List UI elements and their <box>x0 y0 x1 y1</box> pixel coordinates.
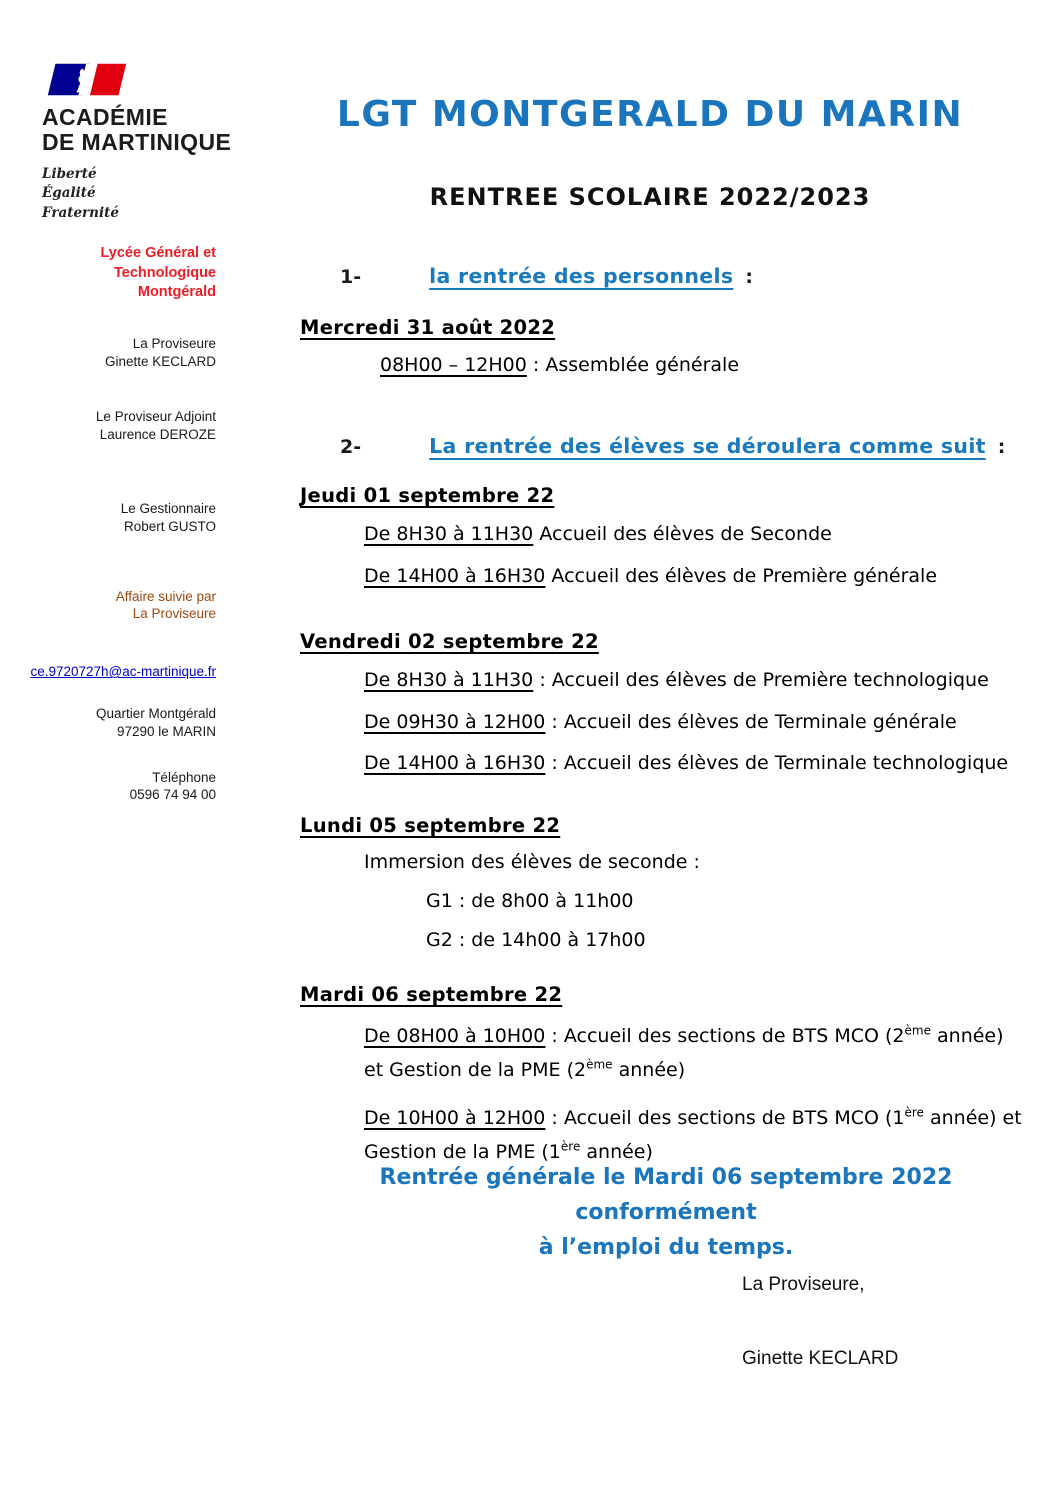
section-1-title: la rentrée des personnels <box>429 264 734 288</box>
separator: : <box>533 669 552 692</box>
section-2-number: 2- <box>340 436 362 458</box>
phone-label: Téléphone <box>152 769 216 785</box>
address-line2: 97290 le MARIN <box>116 723 216 739</box>
school-name-line1: Lycée Général et Technologique <box>100 245 216 281</box>
ordinal-suffix: ème <box>904 1023 931 1038</box>
schedule-item <box>364 709 1032 737</box>
affaire-line1: Affaire suivie par <box>115 588 216 604</box>
phone-number: 0596 74 94 00 <box>129 787 216 803</box>
schedule-item <box>364 521 1032 549</box>
date-heading-mercredi: Mercredi 31 août 2022 <box>300 316 556 339</box>
section-1-heading <box>300 264 1032 288</box>
contact-proviseure <box>16 335 216 371</box>
ordinal-suffix: ère <box>560 1140 581 1155</box>
motto-egalite: Égalité <box>42 185 96 202</box>
schedule-item <box>364 667 1032 695</box>
address-line1: Quartier Montgérald <box>95 706 216 721</box>
letter-body <box>300 256 1032 1170</box>
time-range: De 8H30 à 11H30 <box>364 523 534 545</box>
item-text: Accueil des élèves de Terminale générale <box>563 710 957 733</box>
date-heading-jeudi: Jeudi 01 septembre 22 <box>300 484 555 507</box>
immersion-intro: Immersion des élèves de seconde : <box>364 850 700 873</box>
item-text: Accueil des élèves de Première technologique <box>551 669 989 692</box>
item-text: Accueil des sections de BTS MCO (2 <box>563 1024 905 1047</box>
time-range: De 10H00 à 12H00 <box>364 1106 546 1129</box>
date-heading-mardi: Mardi 06 septembre 22 <box>300 982 563 1006</box>
document-subtitle: RENTREE SCOLAIRE 2022/2023 <box>429 183 871 211</box>
school-name <box>16 244 216 303</box>
signature-block <box>742 1274 898 1370</box>
item-text: année) et Gestion de la PME (1 <box>364 1106 1022 1164</box>
contact-gestionnaire <box>16 500 216 536</box>
signature-name: Ginette KECLARD <box>742 1348 899 1369</box>
item-text: Accueil des élèves de Terminale technologique <box>563 752 1009 775</box>
contact-role: Le Gestionnaire <box>120 500 216 516</box>
french-republic-flag-icon <box>44 60 130 100</box>
signature-role: La Proviseure, <box>742 1274 865 1295</box>
sidebar <box>16 244 216 804</box>
section-2-title: La rentrée des élèves se déroulera comme suit <box>429 434 986 458</box>
school-address <box>16 705 216 741</box>
item-text: année) <box>612 1059 686 1082</box>
section-1-colon: : <box>745 266 753 288</box>
time-range: De 14H00 à 16H30 <box>364 752 546 775</box>
republic-motto <box>42 165 282 224</box>
separator: : <box>545 710 564 733</box>
date-heading-lundi: Lundi 05 septembre 22 <box>300 813 561 837</box>
time-range: De 09H30 à 12H00 <box>364 710 546 733</box>
date-heading-vendredi: Vendredi 02 septembre 22 <box>300 630 599 654</box>
contact-role: La Proviseure <box>132 335 216 351</box>
time-range: De 14H00 à 16H30 <box>364 564 546 587</box>
item-text: année) et Gestion de la PME (2 <box>364 1024 1004 1082</box>
schedule-item <box>380 354 1032 376</box>
section-2-colon: : <box>997 436 1006 458</box>
group-1-schedule: G1 : de 8h00 à 11h00 <box>426 889 634 912</box>
schedule-item <box>364 750 1032 778</box>
academy-name <box>42 105 282 155</box>
contact-proviseur-adjoint <box>16 408 216 444</box>
closing-line2: à l’emploi du temps. <box>538 1235 794 1261</box>
item-text: année) <box>580 1141 653 1164</box>
separator: : <box>526 354 546 376</box>
item-text: Assemblée générale <box>545 354 740 376</box>
affaire-line2: La Proviseure <box>132 606 216 622</box>
phone-block <box>16 769 216 805</box>
email-link[interactable]: ce.9720727h@ac-martinique.fr <box>30 664 216 680</box>
group-2-schedule: G2 : de 14h00 à 17h00 <box>426 928 646 951</box>
contact-role: Le Proviseur Adjoint <box>95 409 216 425</box>
affaire-suivie-par <box>16 588 216 624</box>
separator: : <box>545 1024 564 1047</box>
email-line <box>16 663 216 681</box>
contact-name: Ginette KECLARD <box>104 353 216 369</box>
time-range: 08H00 – 12H00 <box>380 354 527 376</box>
contact-name: Robert GUSTO <box>123 518 216 534</box>
closing-statement <box>292 1160 1040 1266</box>
section-2-heading <box>300 434 1032 458</box>
academy-name-line1: ACADÉMIE <box>42 104 168 130</box>
school-title: LGT MONTGERALD DU MARIN <box>336 94 964 135</box>
item-text: Accueil des élèves de Seconde <box>539 523 832 545</box>
motto-fraternite: Fraternité <box>42 204 119 221</box>
schedule-item <box>364 1019 1024 1088</box>
item-text: Accueil des sections de BTS MCO (1 <box>563 1106 905 1129</box>
ordinal-suffix: ème <box>586 1057 613 1072</box>
school-name-line2: Montgérald <box>137 284 216 301</box>
time-range: De 08H00 à 10H00 <box>364 1024 546 1047</box>
section-1-number: 1- <box>340 266 362 288</box>
separator: : <box>545 1106 564 1129</box>
item-text: Accueil des élèves de Première générale <box>551 564 938 587</box>
document-header <box>268 94 1032 211</box>
contact-name: Laurence DEROZE <box>99 427 216 443</box>
ordinal-suffix: ère <box>904 1105 924 1120</box>
closing-line1: Rentrée générale le Mardi 06 septembre 2022 conformément <box>379 1165 953 1226</box>
academy-logo <box>42 60 282 223</box>
academy-name-line2: DE MARTINIQUE <box>42 128 232 155</box>
schedule-item <box>364 563 1032 591</box>
separator: : <box>545 752 564 775</box>
motto-liberte: Liberté <box>42 165 97 182</box>
time-range: De 8H30 à 11H30 <box>364 669 534 692</box>
